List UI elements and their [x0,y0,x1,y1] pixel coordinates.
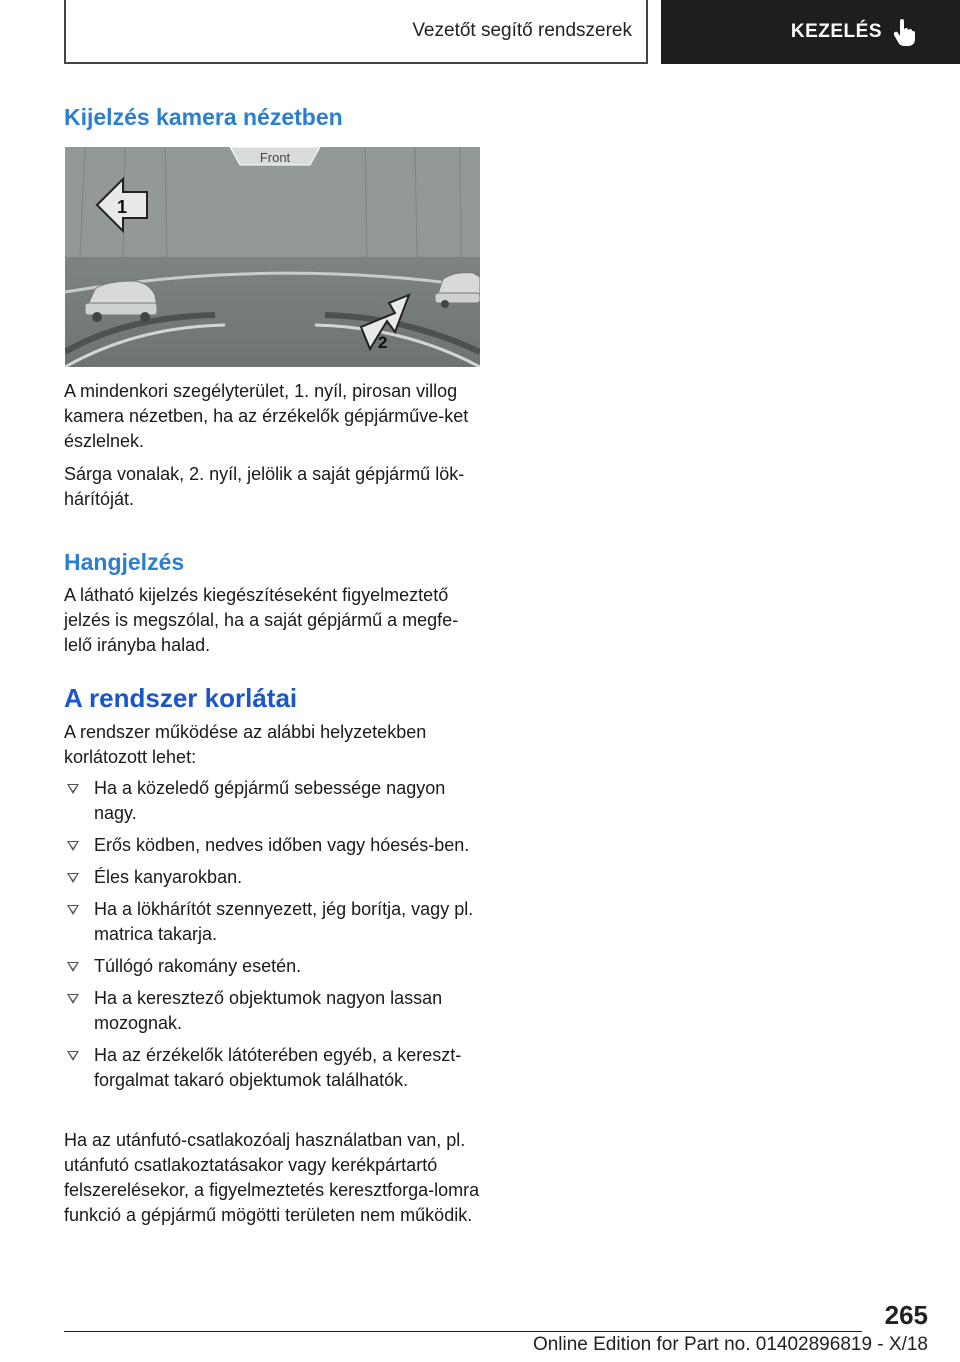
list-item: Ha a keresztező objektumok nagyon lassan mozognak. [64,986,484,1036]
limits-title: A rendszer korlátai [64,683,298,713]
header-chapter-title: KEZELÉS [790,21,882,42]
sound-paragraph: A látható kijelzés kiegészítéseként figyelmeztető jelzés is megszólal, ha a saját gépjármű a megfe-lelő irányba halad. [64,585,459,655]
triangle-bullet-icon [67,873,79,883]
triangle-bullet-icon [67,994,79,1004]
front-label: Front [259,150,291,165]
camera-view-image [65,147,480,367]
limits-list [64,776,484,1100]
header-chapter-box [661,0,960,64]
triangle-bullet-icon [67,841,79,851]
camera-paragraph-1: A mindenkori szegélyterület, 1. nyíl, pirosan villog kamera nézetben, ha az érzékelők gépjárműve-ket észlelnek. [64,381,469,451]
triangle-bullet-icon [67,1051,79,1061]
triangle-bullet-icon [67,905,79,915]
limits-outro: Ha az utánfutó-csatlakozóalj használatban van, pl. utánfutó csatlakoztatásakor vagy kerékpártartó felszerelésekor, a figyelmeztetés keresztforga-lomra funkció a gépjármű mögötti területen nem működik. [64,1130,480,1225]
triangle-bullet-icon [67,962,79,972]
header-section-box [64,0,648,64]
limits-intro: A rendszer működése az alábbi helyzetekben korlátozott lehet: [64,722,427,767]
page-number: 265 [884,1300,928,1330]
header-section-title: Vezetőt segítő rendszerek [412,20,632,41]
list-item: Erős ködben, nedves időben vagy hóesés-ben. [64,833,484,858]
camera-paragraph-2: Sárga vonalak, 2. nyíl, jelölik a saját gépjármű lök-hárítóját. [64,464,465,509]
list-item: Ha a lökhárítót szennyezett, jég borítja, vagy pl. matrica takarja. [64,897,484,947]
hand-pointer-icon [894,18,916,46]
arrow-1-label: 1 [117,197,128,217]
camera-view-title: Kijelzés kamera nézetben [64,104,343,130]
footer-edition: Online Edition for Part no. 01402896819 - X/18 [532,1334,928,1355]
triangle-bullet-icon [67,784,79,794]
list-item: Éles kanyarokban. [64,865,484,890]
arrow-2-label: 2 [378,333,388,352]
camera-view-figure [65,147,480,367]
list-item: Ha az érzékelők látóterében egyéb, a kereszt-forgalmat takaró objektumok találhatók. [64,1043,484,1093]
footer-divider [64,1331,862,1332]
sound-title: Hangjelzés [64,549,185,575]
list-item: Túllógó rakomány esetén. [64,954,484,979]
list-item: Ha a közeledő gépjármű sebessége nagyon nagy. [64,776,484,826]
